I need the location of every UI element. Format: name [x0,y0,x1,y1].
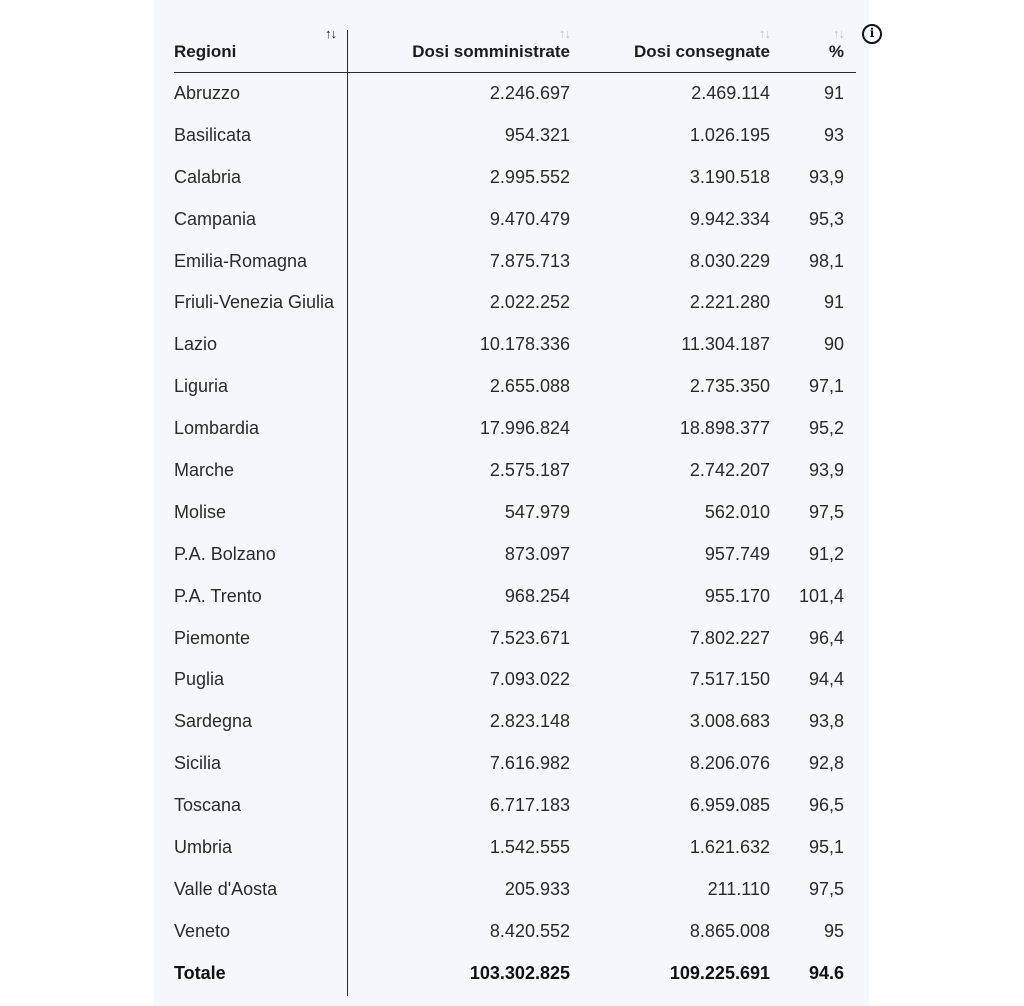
cell-region: Valle d'Aosta [174,878,278,899]
cell-region: Toscana [174,795,242,816]
table-row [174,911,856,953]
cell-percent: 95,2 [808,418,844,439]
cell-delivered: 2.469.114 [691,83,770,103]
cell-percent: 91 [823,83,844,103]
cell-administered: 2.995.552 [489,166,570,187]
total-percent: 94.6 [808,962,844,983]
table-row [174,701,856,743]
cell-region: Puglia [174,669,225,690]
cell-delivered: 8.030.229 [689,250,770,271]
cell-delivered: 8.206.076 [689,753,770,774]
cell-delivered: 7.802.227 [689,627,770,648]
sort-arrows-icon[interactable]: ↑↓ [559,26,570,41]
table-row [174,324,856,366]
table-row [174,534,856,576]
cell-delivered: 2.742.207 [689,460,770,481]
sort-arrows-icon[interactable]: ↑↓ [759,26,770,41]
sort-arrows-icon[interactable]: ↑↓ [325,26,336,41]
cell-delivered: 8.865.008 [689,920,770,941]
table-row [174,827,856,869]
table-row [174,282,856,324]
table-row [174,115,856,157]
table-row [174,576,856,618]
cell-percent: 91,2 [808,543,844,564]
cell-administered: 873.097 [504,543,570,564]
cell-delivered: 6.959.085 [689,795,770,816]
cell-administered: 2.246.697 [489,83,570,103]
table-row [174,199,856,241]
cell-percent: 95,1 [808,837,844,858]
column-divider [347,30,348,996]
column-header-percent-label: % [828,42,844,61]
cell-region: Lazio [174,334,218,355]
column-header-delivered[interactable] [574,26,770,72]
table-row [174,366,856,408]
cell-percent: 93,9 [808,166,844,187]
cell-percent: 97,5 [808,878,844,899]
column-header-region[interactable] [174,26,346,72]
cell-percent: 93,9 [808,460,844,481]
cell-percent: 95 [823,920,844,941]
total-delivered: 109.225.691 [669,962,770,983]
cell-delivered: 18.898.377 [679,418,770,439]
cell-percent: 96,5 [808,795,844,816]
cell-region: Umbria [174,837,233,858]
cell-region: Abruzzo [174,83,241,103]
cell-delivered: 3.008.683 [689,711,770,732]
table-header [174,0,856,72]
cell-administered: 7.875.713 [489,250,570,271]
cell-region: Campania [174,208,257,229]
cell-delivered: 1.621.632 [689,837,770,858]
cell-region: Calabria [174,166,242,187]
cell-region: Emilia-Romagna [174,250,308,271]
cell-percent: 94,4 [808,669,844,690]
table-row [174,659,856,701]
table-row [174,785,856,827]
cell-administered: 7.616.982 [489,753,570,774]
cell-administered: 547.979 [504,501,570,522]
cell-region: Marche [174,460,235,481]
table-total-row [174,953,856,995]
table-row [174,743,856,785]
cell-region: Molise [174,501,227,522]
cell-delivered: 562.010 [704,501,770,522]
cell-delivered: 955.170 [704,585,770,606]
cell-administered: 10.178.336 [479,334,570,355]
cell-administered: 205.933 [504,878,570,899]
cell-administered: 954.321 [504,124,570,145]
cell-percent: 97,1 [808,376,844,397]
column-header-administered-label: Dosi somministrate [412,42,570,61]
table-row [174,618,856,660]
column-header-percent[interactable] [784,26,844,72]
cell-region: Piemonte [174,627,251,648]
cell-delivered: 957.749 [704,543,770,564]
info-icon[interactable]: i [862,24,882,44]
table-row [174,241,856,283]
cell-percent: 96,4 [808,627,844,648]
column-header-region-label: Regioni [174,42,237,61]
cell-delivered: 211.110 [707,878,770,899]
cell-administered: 2.655.088 [489,376,570,397]
table-row [174,492,856,534]
cell-region: Lombardia [174,418,260,439]
cell-delivered: 3.190.518 [689,166,770,187]
table-row [174,73,856,115]
cell-percent: 93 [823,124,844,145]
cell-percent: 97,5 [808,501,844,522]
cell-region: Sicilia [174,753,222,774]
cell-region: Friuli-Venezia Giulia [174,292,335,313]
column-header-delivered-label: Dosi consegnate [633,42,770,61]
total-label: Totale [174,962,226,983]
cell-percent: 98,1 [808,250,844,271]
cell-region: Basilicata [174,124,252,145]
cell-administered: 1.542.555 [489,837,570,858]
cell-percent: 95,3 [808,208,844,229]
cell-delivered: 9.942.334 [689,208,770,229]
cell-administered: 7.523.671 [489,627,570,648]
cell-region: Veneto [174,920,231,941]
table-row [174,450,856,492]
cell-delivered: 11.304.187 [681,334,770,355]
cell-region: Sardegna [174,711,253,732]
table-row [174,408,856,450]
cell-administered: 968.254 [504,585,570,606]
cell-region: Liguria [174,376,229,397]
cell-percent: 92,8 [808,753,844,774]
total-administered: 103.302.825 [469,962,570,983]
cell-administered: 8.420.552 [489,920,570,941]
column-header-administered[interactable] [354,26,570,72]
cell-region: P.A. Trento [174,585,262,606]
cell-delivered: 2.221.280 [689,292,770,313]
cell-administered: 2.575.187 [489,460,570,481]
table-body [174,73,856,995]
cell-percent: 93,8 [808,711,844,732]
cell-percent: 91 [823,292,844,313]
table-row [174,869,856,911]
cell-percent: 90 [823,334,844,355]
cell-percent: 101,4 [798,585,844,606]
cell-administered: 17.996.824 [479,418,570,439]
cell-region: P.A. Bolzano [174,543,276,564]
cell-delivered: 1.026.195 [689,124,770,145]
cell-administered: 2.823.148 [489,711,570,732]
header-divider [174,72,856,73]
cell-administered: 6.717.183 [489,795,570,816]
cell-delivered: 7.517.150 [689,669,770,690]
table-row [174,157,856,199]
cell-administered: 2.022.252 [489,292,570,313]
sort-arrows-icon[interactable]: ↑↓ [833,26,844,41]
cell-administered: 9.470.479 [489,208,570,229]
cell-administered: 7.093.022 [489,669,570,690]
cell-delivered: 2.735.350 [689,376,770,397]
